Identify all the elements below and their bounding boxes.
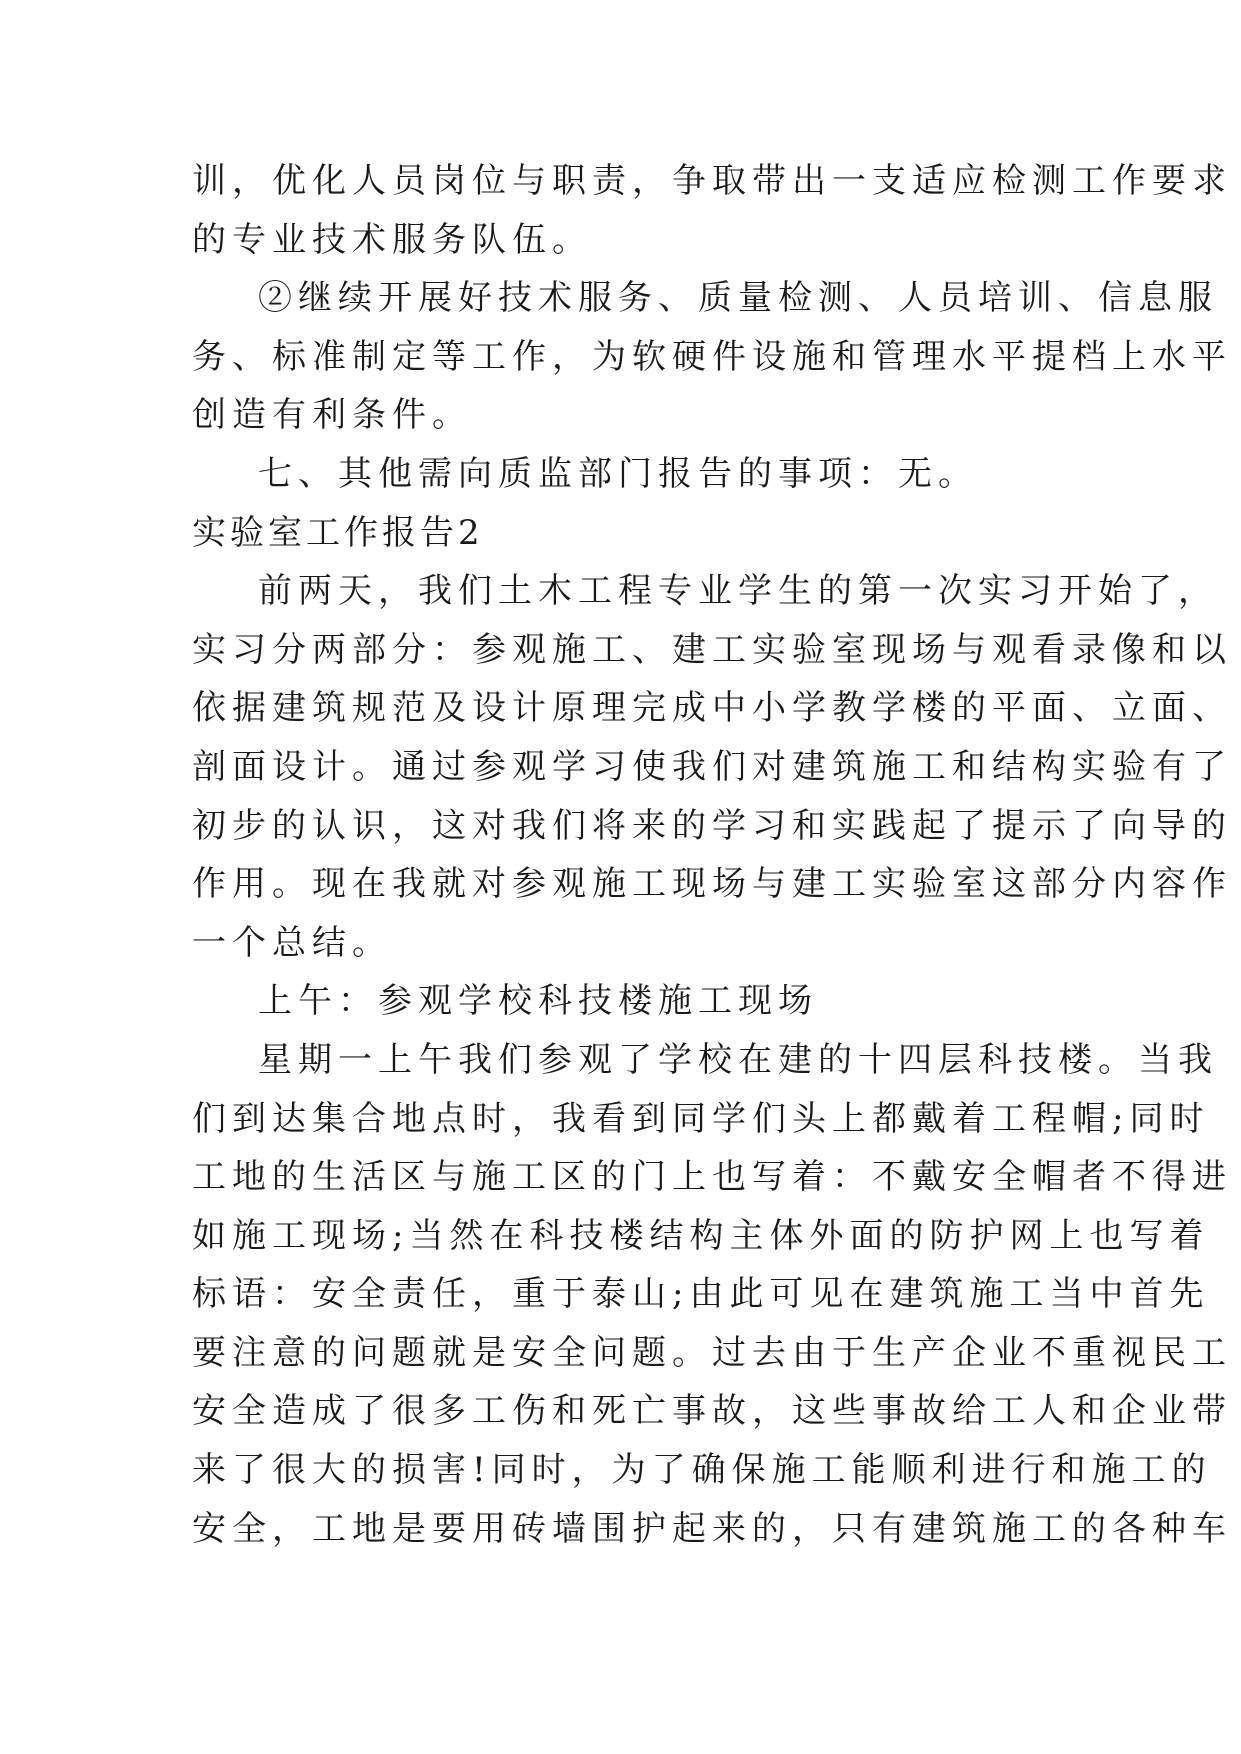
paragraph-start-line: 前两天，我们土木工程专业学生的第一次实习开始了， bbox=[258, 571, 1218, 612]
text-line: 务、标准制定等工作，为软硬件设施和管理水平提档上水平 bbox=[192, 336, 1232, 377]
text-line: 依据建筑规范及设计原理完成中小学教学楼的平面、立面、 bbox=[192, 688, 1232, 729]
text-line: 如施工现场;当然在科技楼结构主体外面的防护网上也写着 bbox=[192, 1215, 1210, 1256]
paragraph-start-line: 星期一上午我们参观了学校在建的十四层科技楼。当我 bbox=[258, 1039, 1218, 1080]
text-line: 标语：安全责任，重于泰山;由此可见在建筑施工当中首先 bbox=[192, 1274, 1210, 1315]
report-title: 实验室工作报告2 bbox=[192, 512, 484, 553]
text-line: 安全，工地是要用砖墙围护起来的，只有建筑施工的各种车 bbox=[192, 1508, 1232, 1549]
text-line: 工地的生活区与施工区的门上也写着：不戴安全帽者不得进 bbox=[192, 1157, 1232, 1198]
text-line: 来了很大的损害!同时，为了确保施工能顺利进行和施工的 bbox=[192, 1450, 1212, 1491]
text-line: 作用。现在我就对参观施工现场与建工实验室这部分内容作 bbox=[192, 864, 1232, 905]
text-line: 初步的认识，这对我们将来的学习和实践起了提示了向导的 bbox=[192, 805, 1232, 846]
text-line: 的专业技术服务队伍。 bbox=[192, 219, 592, 260]
text-line: 要注意的问题就是安全问题。过去由于生产企业不重视民工 bbox=[192, 1332, 1232, 1373]
text-line: 们到达集合地点时，我看到同学们头上都戴着工程帽;同时 bbox=[192, 1098, 1210, 1139]
text-line: 实习分两部分：参观施工、建工实验室现场与观看录像和以 bbox=[192, 629, 1232, 670]
text-line: 剖面设计。通过参观学习使我们对建筑施工和结构实验有了 bbox=[192, 746, 1232, 787]
text-line: 创造有利条件。 bbox=[192, 395, 472, 436]
document-body bbox=[192, 152, 1232, 1558]
text-line: 一个总结。 bbox=[192, 922, 392, 963]
text-line: 训，优化人员岗位与职责，争取带出一支适应检测工作要求 bbox=[192, 161, 1232, 201]
section-item-line: 七、其他需向质监部门报告的事项：无。 bbox=[258, 453, 978, 494]
paragraph-start-line: ②继续开展好技术服务、质量检测、人员培训、信息服 bbox=[258, 278, 1218, 319]
subheading-line: 上午：参观学校科技楼施工现场 bbox=[258, 981, 818, 1022]
text-line: 安全造成了很多工伤和死亡事故，这些事故给工人和企业带 bbox=[192, 1391, 1232, 1432]
